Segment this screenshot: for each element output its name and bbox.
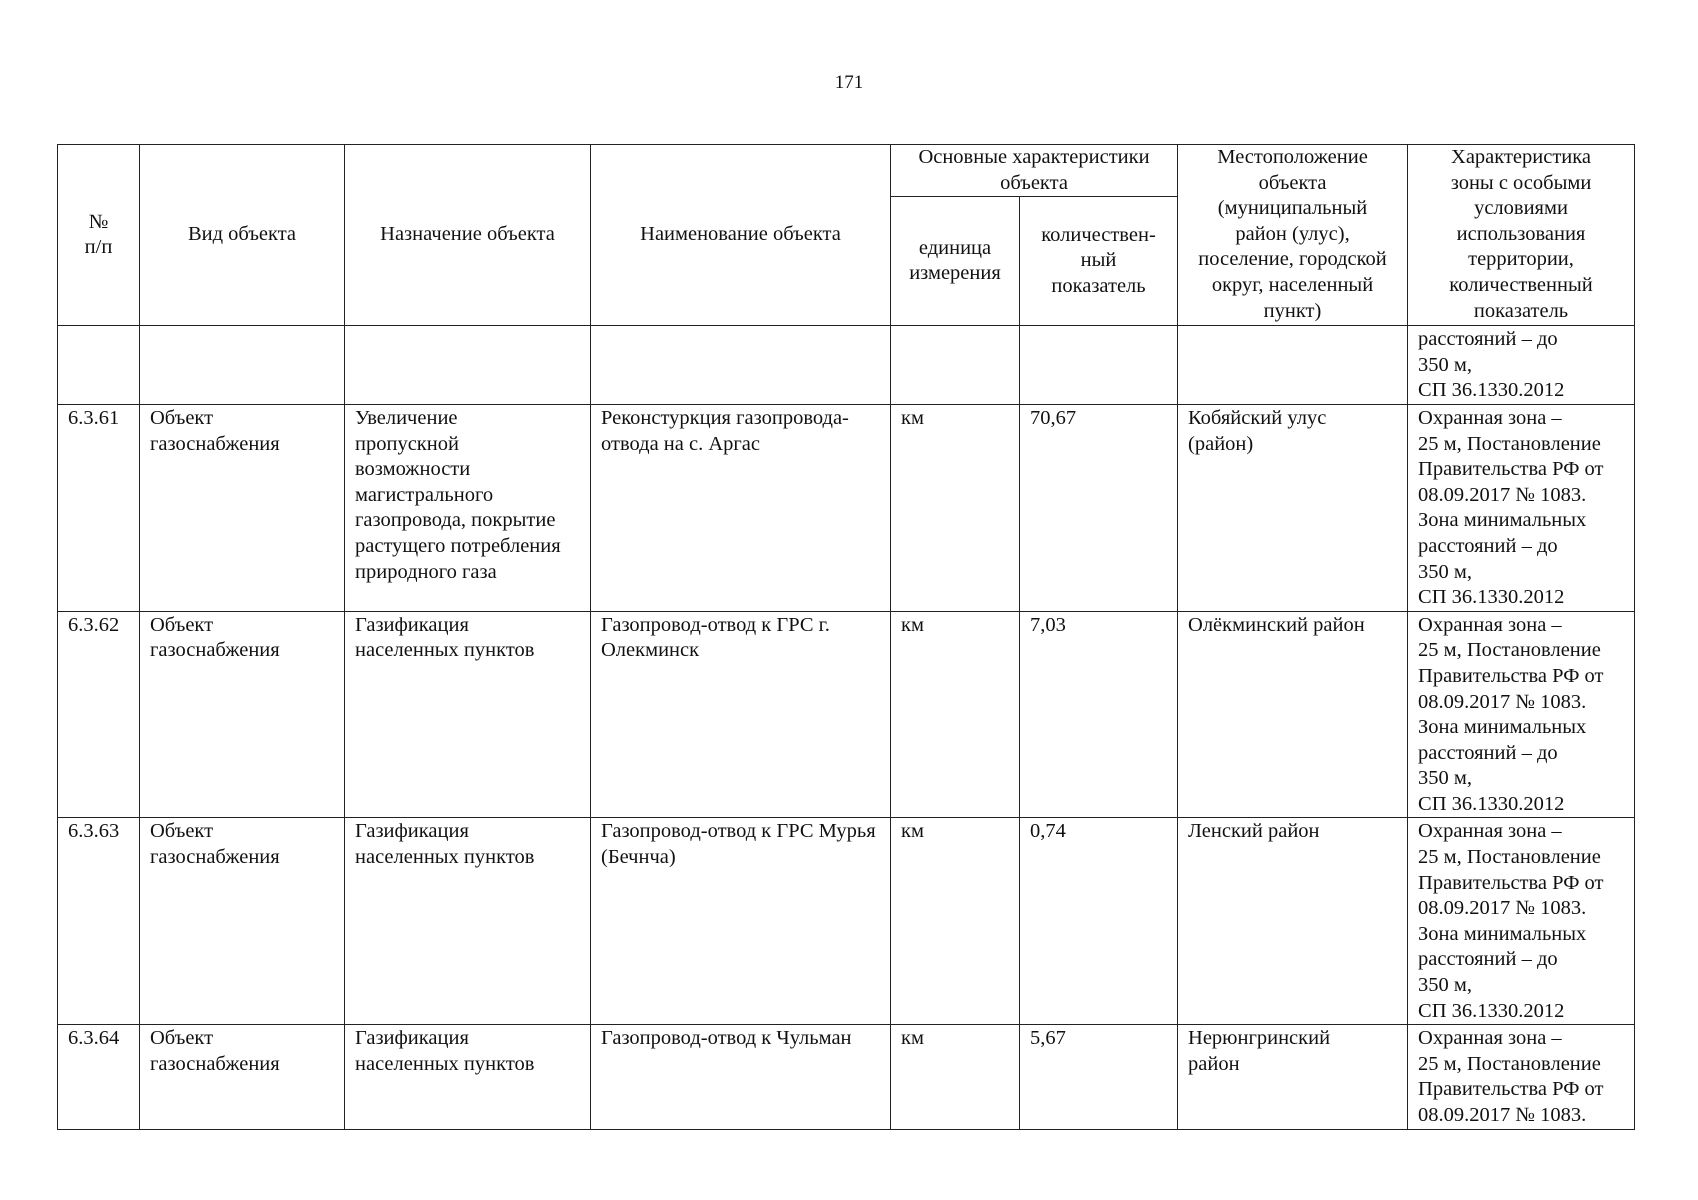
cell-quantity: 5,67: [1020, 1025, 1178, 1129]
cell-num: 6.3.63: [58, 818, 140, 1025]
cell-unit: км: [891, 1025, 1020, 1129]
cell-quantity: 7,03: [1020, 611, 1178, 818]
cell-num: 6.3.61: [58, 404, 140, 611]
cell-purpose: Газификация населенных пунктов: [345, 1025, 591, 1129]
cell-type: Объект газоснабжения: [140, 1025, 345, 1129]
cell-name: Газопровод-отвод к ГРС Мурья (Бечнча): [591, 818, 891, 1025]
table-row: [58, 611, 1635, 818]
header-quantity: количествен- ный показатель: [1020, 197, 1178, 326]
cell-num: [58, 326, 140, 405]
cell-num: 6.3.64: [58, 1025, 140, 1129]
cell-zone: расстояний – до 350 м, СП 36.1330.2012: [1408, 326, 1635, 405]
cell-location: [1178, 326, 1408, 405]
cell-zone: Охранная зона – 25 м, Постановление Правительства РФ от 08.09.2017 № 1083. Зона минимальных расстояний – до 350 м, СП 36.1330.2012: [1408, 611, 1635, 818]
cell-purpose: Увеличение пропускной возможности магистрального газопровода, покрытие растущего потребления природного газа: [345, 404, 591, 611]
table-body: [58, 326, 1635, 1129]
cell-location: Нерюнгринский район: [1178, 1025, 1408, 1129]
cell-quantity: [1020, 326, 1178, 405]
header-num: № п/п: [58, 145, 140, 326]
cell-type: [140, 326, 345, 405]
cell-unit: км: [891, 404, 1020, 611]
cell-name: Газопровод-отвод к Чульман: [591, 1025, 891, 1129]
cell-type: Объект газоснабжения: [140, 404, 345, 611]
cell-unit: км: [891, 818, 1020, 1025]
cell-name: Реконстуркция газопровода-отвода на с. Аргас: [591, 404, 891, 611]
header-unit: единица измерения: [891, 197, 1020, 326]
cell-purpose: Газификация населенных пунктов: [345, 611, 591, 818]
table-row: [58, 1025, 1635, 1129]
header-purpose: Назначение объекта: [345, 145, 591, 326]
cell-num: 6.3.62: [58, 611, 140, 818]
cell-type: Объект газоснабжения: [140, 818, 345, 1025]
header-zone: Характеристика зоны с особыми условиями использования территории, количественный показатель: [1408, 145, 1635, 326]
table-header: [58, 145, 1635, 326]
objects-table: [57, 144, 1635, 1130]
cell-zone: Охранная зона – 25 м, Постановление Правительства РФ от 08.09.2017 № 1083.: [1408, 1025, 1635, 1129]
header-type: Вид объекта: [140, 145, 345, 326]
cell-location: Олёкминский район: [1178, 611, 1408, 818]
cell-purpose: Газификация населенных пунктов: [345, 818, 591, 1025]
table-row-continuation: [58, 326, 1635, 405]
cell-type: Объект газоснабжения: [140, 611, 345, 818]
cell-quantity: 70,67: [1020, 404, 1178, 611]
cell-zone: Охранная зона – 25 м, Постановление Правительства РФ от 08.09.2017 № 1083. Зона минимальных расстояний – до 350 м, СП 36.1330.2012: [1408, 818, 1635, 1025]
cell-name: Газопровод-отвод к ГРС г. Олекминск: [591, 611, 891, 818]
cell-name: [591, 326, 891, 405]
cell-unit: км: [891, 611, 1020, 818]
cell-purpose: [345, 326, 591, 405]
header-characteristics: Основные характеристики объекта: [891, 145, 1178, 197]
table-row: [58, 404, 1635, 611]
cell-zone: Охранная зона – 25 м, Постановление Правительства РФ от 08.09.2017 № 1083. Зона минимальных расстояний – до 350 м, СП 36.1330.2012: [1408, 404, 1635, 611]
header-name: Наименование объекта: [591, 145, 891, 326]
cell-location: Ленский район: [1178, 818, 1408, 1025]
cell-unit: [891, 326, 1020, 405]
cell-quantity: 0,74: [1020, 818, 1178, 1025]
header-location: Местоположение объекта (муниципальный район (улус), поселение, городской округ, населенный пункт): [1178, 145, 1408, 326]
page-number: 171: [834, 72, 864, 93]
table-row: [58, 818, 1635, 1025]
cell-location: Кобяйский улус (район): [1178, 404, 1408, 611]
